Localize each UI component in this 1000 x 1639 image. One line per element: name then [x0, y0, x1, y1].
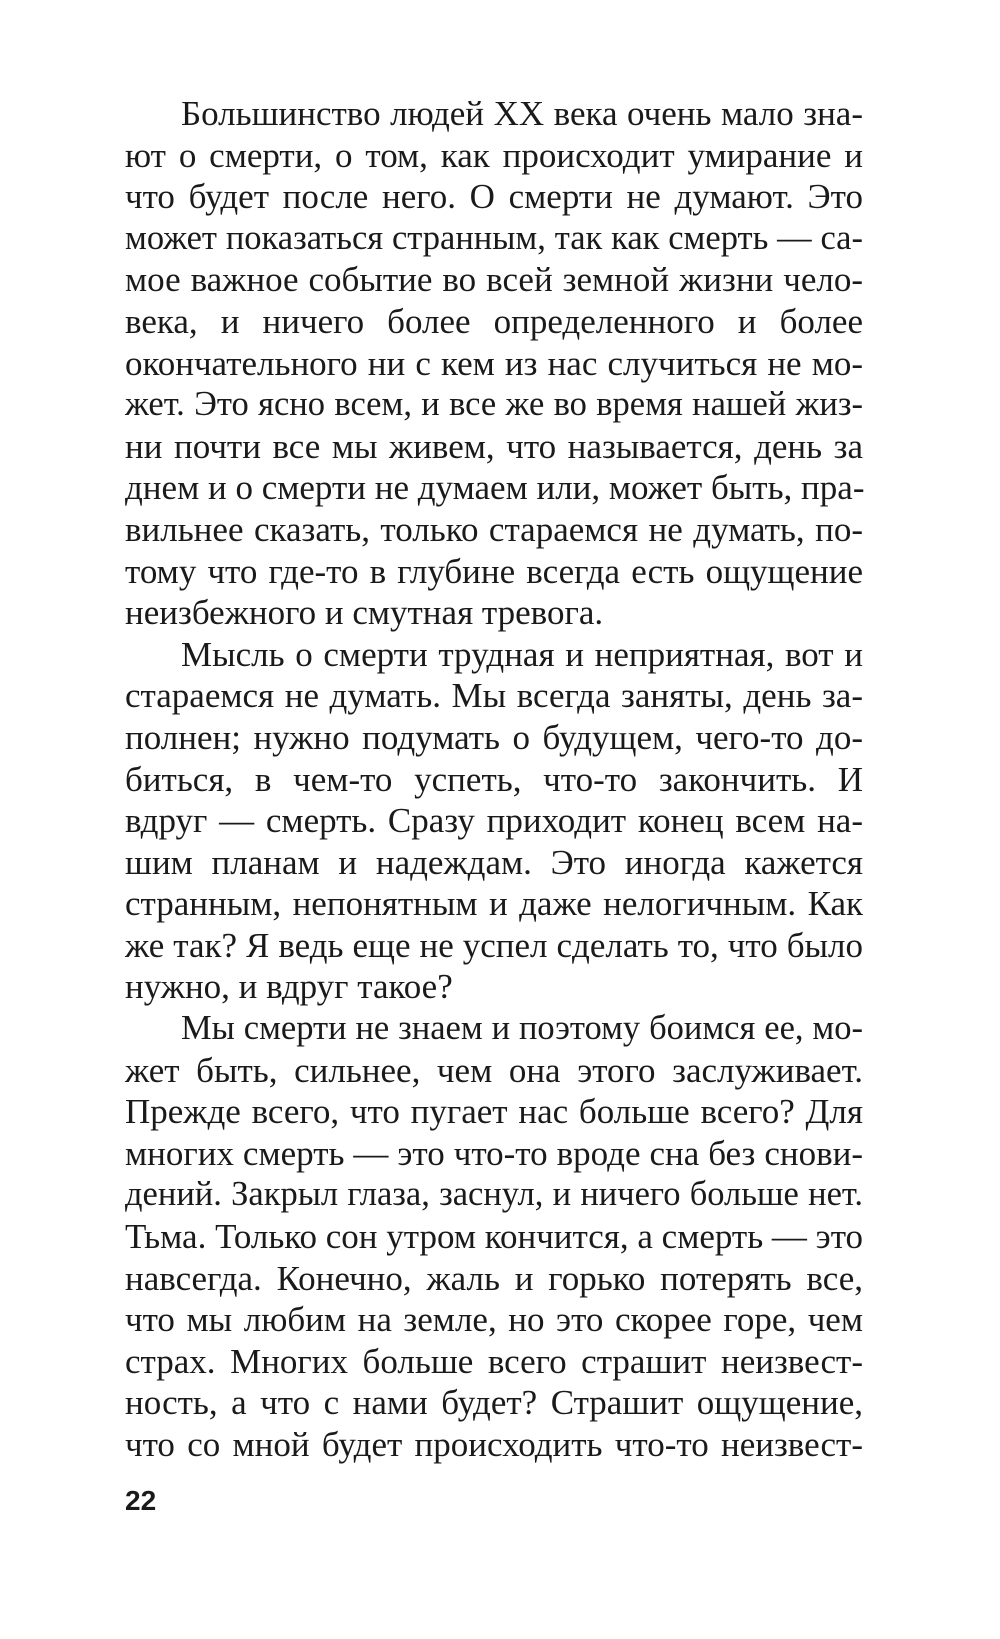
text-line: днем и о смерти не думаем или, может быть, пра-	[125, 468, 865, 508]
text-line: может показаться странным, так как смерть — са-	[125, 218, 863, 257]
text-line: же так? Я ведь еще не успел сделать то, что было	[125, 925, 863, 965]
text-line: многих смерть — это что-то вроде сна без снови-	[125, 1133, 863, 1173]
text-line: дений. Закрыл глаза, заснул, и ничего больше нет.	[125, 1175, 863, 1214]
text-line: что мы любим на земле, но это скорее горе, чем	[125, 1300, 863, 1340]
text-line: биться, в чем-то успеть, что-то закончить. И	[125, 759, 863, 799]
text-line: что со мной будет происходить что-то неизвест-	[125, 1425, 863, 1464]
text-line: стараемся не думать. Мы всегда заняты, день за-	[125, 676, 863, 716]
text-line: мое важное событие во всей земной жизни чело-	[125, 260, 863, 300]
text-line: неизбежного и смутная тревога.	[125, 593, 604, 633]
text-line: Мысль о смерти трудная и неприятная, вот и	[181, 634, 863, 674]
text-line: ют о смерти, о том, как происходит умирание и	[125, 135, 863, 175]
text-line: жет быть, сильнее, чем она этого заслуживает.	[125, 1050, 863, 1090]
body-text	[125, 93, 863, 1466]
text-line: вильнее сказать, только стараемся не думать, по-	[125, 509, 863, 549]
text-line: странным, непонятным и даже нелогичным. Как	[125, 884, 863, 924]
text-line: жет. Это ясно всем, и все же во время нашей жиз-	[125, 385, 863, 424]
text-line: Тьма. Только сон утром кончится, а смерть — это	[125, 1217, 864, 1257]
text-line: полнен; нужно подумать о будущем, чего-то до-	[125, 717, 863, 757]
text-line: окончательного ни с кем из нас случиться не мо-	[125, 343, 863, 383]
text-line: страх. Многих больше всего страшит неизвест-	[125, 1341, 863, 1381]
text-line: Прежде всего, что пугает нас больше всего? Для	[125, 1092, 863, 1132]
text-line: Мы смерти не знаем и поэтому боимся ее, мо-	[181, 1009, 863, 1048]
text-line: Большинство людей XX века очень мало зна-	[181, 94, 863, 133]
text-line: века, и ничего более определенного и более	[125, 301, 863, 341]
text-line: ни почти все мы живем, что называется, день за	[125, 426, 863, 466]
text-line: навсегда. Конечно, жаль и горько потерять все,	[125, 1258, 863, 1298]
text-line: что будет после него. О смерти не думают. Это	[125, 177, 863, 217]
text-line: ность, а что с нами будет? Страшит ощущение,	[125, 1383, 863, 1423]
text-line: нужно, и вдруг такое?	[125, 967, 453, 1007]
text-line: тому что где-то в глубине всегда есть ощущение	[125, 551, 863, 591]
text-line: вдруг — смерть. Сразу приходит конец всем на-	[125, 801, 863, 841]
page-number: 22	[125, 1485, 157, 1516]
text-line: шим планам и надеждам. Это иногда кажется	[125, 842, 863, 882]
